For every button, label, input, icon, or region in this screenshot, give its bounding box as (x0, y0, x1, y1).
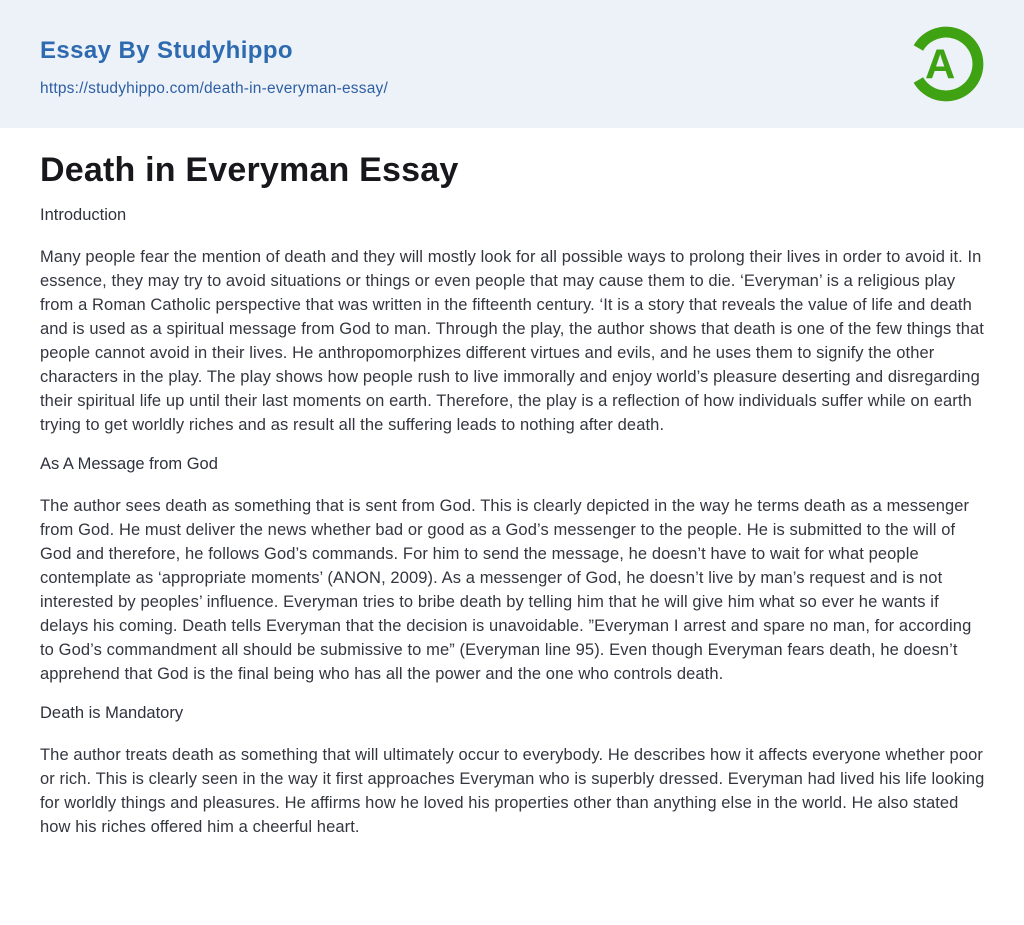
paragraph-as-a-message-from-god: The author sees death as something that is sent from God. This is clearly depicted in the way he terms death as a messenger from God. He must deliver the news whether bad or good as a God’s messenger to the people. He is submitted to the will of God and therefore, he follows God’s commands. For him to send the message, he doesn’t have to wait for what people contemplate as ‘appropriate moments’ (ANON, 2009). As a messenger of God, he doesn’t live by man’s request and is not interested by peoples’ influence. Everyman tries to bribe death by telling him that he will give him what so ever he wants if delays his coming. Death tells Everyman that the decision is unavoidable. ”Everyman I arrest and spare no man, for according to God’s commandment all should be submissive to me” (Everyman line 95). Even though Everyman fears death, he doesn’t apprehend that God is the final being who has all the power and the one who controls death. (40, 497, 972, 683)
paragraph-introduction: Many people fear the mention of death and they will mostly look for all possible ways to prolong their lives in order to avoid it. In essence, they may try to avoid situations or things or even people that may cause them to die. ‘Everyman’ is a religious play from a Roman Catholic perspective that was written in the fifteenth century. ‘It is a story that reveals the value of life and death and is used as a spiritual message from God to man. Through the play, the author shows that death is one of the few things that people cannot avoid in their lives. He anthropomorphizes different virtues and evils, and he uses them to signify the other characters in the play. The play shows how people rush to live immorally and enjoy world’s pleasure deserting and disregarding their spiritual life up until their last moments on earth. Therefore, the play is a reflection of how individuals suffer while on earth trying to get worldly riches and as result all the suffering leads to nothing after death. (40, 248, 984, 434)
section-heading-death-is-mandatory: Death is Mandatory (40, 704, 184, 722)
paragraph-death-is-mandatory: The author treats death as something that will ultimately occur to everybody. He describes how it affects everyone whether poor or rich. This is clearly seen in the way it first approaches Everyman who is superbly dressed. Everyman had lived his life looking for worldly things and pleasures. He affirms how he loved his properties other than anything else in the world. He also stated how his riches offered him a cheerful heart. (40, 746, 985, 836)
section-heading-as-a-message-from-god: As A Message from God (40, 455, 218, 473)
studyhippo-logo-icon (904, 22, 988, 106)
section-heading-introduction: Introduction (40, 206, 127, 224)
site-byline: Essay By Studyhippo (40, 37, 293, 64)
header-text-block (40, 37, 388, 99)
header (0, 0, 1024, 128)
page-title: Death in Everyman Essay (40, 151, 459, 189)
logo-letter: A (924, 40, 956, 88)
essay-url-link[interactable]: https://studyhippo.com/death-in-everyman-essay/ (40, 80, 388, 97)
essay-content (0, 128, 1024, 839)
